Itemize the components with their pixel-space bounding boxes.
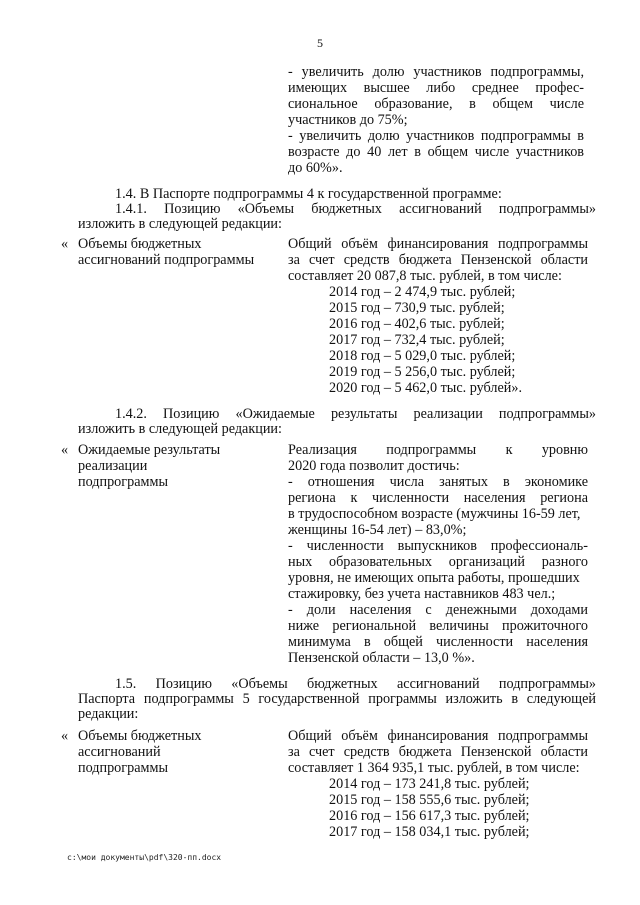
year-line: 2016 год – 402,6 тыс. рублей; xyxy=(329,316,505,332)
table-text: Реализация подпрограммы к уровню xyxy=(288,442,588,458)
table-text: минимума в общей численности населения xyxy=(288,634,588,650)
table-text: стажировку, без учета наставников 483 чел.; xyxy=(288,586,556,602)
paragraph-line: изложить в следующей редакции: xyxy=(78,421,282,437)
list-line: участников до 75%; xyxy=(288,112,408,128)
year-line: 2017 год – 732,4 тыс. рублей; xyxy=(329,332,505,348)
list-line: - увеличить долю участников подпрограммы, xyxy=(288,64,584,80)
list-line: сиональное образование, в общем числе xyxy=(288,96,584,112)
section-heading: 1.4. В Паспорте подпрограммы 4 к государственной программе: xyxy=(115,186,502,202)
year-line: 2020 год – 5 462,0 тыс. рублей». xyxy=(329,380,522,396)
opening-quote: « xyxy=(61,728,69,744)
year-line: 2019 год – 5 256,0 тыс. рублей; xyxy=(329,364,516,380)
table-label: Ожидаемые результаты xyxy=(78,442,221,458)
paragraph-line: 1.5. Позицию «Объемы бюджетных ассигнований подпрограммы» xyxy=(115,676,596,692)
table-text: за счет средств бюджета Пензенской области xyxy=(288,744,588,760)
table-text: региона к численности населения региона xyxy=(288,490,588,506)
table-label: Объемы бюджетных xyxy=(78,728,202,744)
table-label: подпрограммы xyxy=(78,760,168,776)
paragraph-line: 1.4.2. Позицию «Ожидаемые результаты реализации подпрограммы» xyxy=(115,406,596,422)
paragraph-line: редакции: xyxy=(78,706,139,722)
opening-quote: « xyxy=(61,236,69,252)
page-number: 5 xyxy=(317,36,323,50)
year-line: 2015 год – 730,9 тыс. рублей; xyxy=(329,300,505,316)
table-label: реализации xyxy=(78,458,148,474)
table-text: в трудоспособном возрасте (мужчины 16-59 лет, xyxy=(288,506,581,522)
table-label: Объемы бюджетных xyxy=(78,236,202,252)
footer-file-path: c:\мои документы\pdf\320-пп.docx xyxy=(67,853,222,862)
paragraph-line: 1.4.1. Позицию «Объемы бюджетных ассигнований подпрограммы» xyxy=(115,201,596,217)
table-text: ниже региональной величины прожиточного xyxy=(288,618,588,634)
year-line: 2014 год – 2 474,9 тыс. рублей; xyxy=(329,284,516,300)
table-text: - численности выпускников профессиональ- xyxy=(288,538,588,554)
table-text: - доли населения с денежными доходами xyxy=(288,602,588,618)
table-text: уровня, не имеющих опыта работы, прошедших xyxy=(288,570,580,586)
table-text: 2020 года позволит достичь: xyxy=(288,458,460,474)
list-line: имеющих высшее либо среднее профес- xyxy=(288,80,584,96)
year-line: 2016 год – 156 617,3 тыс. рублей; xyxy=(329,808,530,824)
table-label: ассигнований подпрограммы xyxy=(78,252,255,268)
list-line: возрасте до 40 лет в общем числе участников xyxy=(288,144,584,160)
table-label: ассигнований xyxy=(78,744,161,760)
year-line: 2018 год – 5 029,0 тыс. рублей; xyxy=(329,348,516,364)
year-line: 2015 год – 158 555,6 тыс. рублей; xyxy=(329,792,530,808)
paragraph-line: Паспорта подпрограммы 5 государственной программы изложить в следующей xyxy=(78,691,596,707)
table-text: составляет 20 087,8 тыс. рублей, в том числе: xyxy=(288,268,562,284)
table-text: Пензенской области – 13,0 %». xyxy=(288,650,475,666)
year-line: 2014 год – 173 241,8 тыс. рублей; xyxy=(329,776,530,792)
table-text: женщины 16-54 лет) – 83,0%; xyxy=(288,522,467,538)
table-text: - отношения числа занятых в экономике xyxy=(288,474,588,490)
list-line: до 60%». xyxy=(288,160,343,176)
table-text: Общий объём финансирования подпрограммы xyxy=(288,728,588,744)
table-text: за счет средств бюджета Пензенской области xyxy=(288,252,588,268)
table-text: Общий объём финансирования подпрограммы xyxy=(288,236,588,252)
year-line: 2017 год – 158 034,1 тыс. рублей; xyxy=(329,824,530,840)
opening-quote: « xyxy=(61,442,69,458)
paragraph-line: изложить в следующей редакции: xyxy=(78,216,282,232)
table-text: составляет 1 364 935,1 тыс. рублей, в том числе: xyxy=(288,760,580,776)
table-text: ных образовательных организаций разного xyxy=(288,554,588,570)
table-label: подпрограммы xyxy=(78,474,168,490)
list-line: - увеличить долю участников подпрограммы в xyxy=(288,128,584,144)
